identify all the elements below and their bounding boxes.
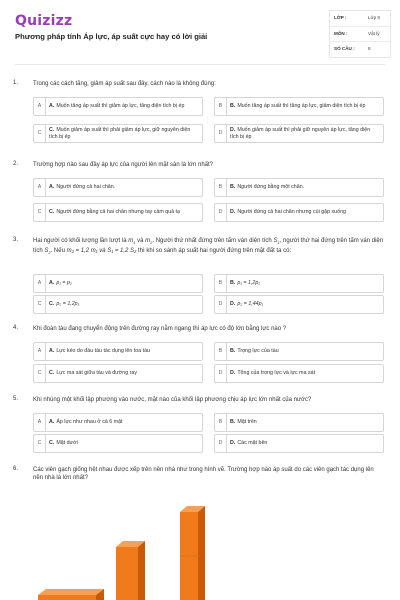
option-box-letter: C: [34, 365, 46, 382]
option-text: Mặt dưới: [56, 440, 78, 447]
brick-2-top: [116, 541, 145, 547]
meta-row-count: [330, 41, 390, 57]
option-box-letter: C: [34, 435, 46, 452]
q3-and: và: [137, 238, 144, 244]
meta-row-subject: [330, 26, 390, 42]
option-d[interactable]: [214, 295, 384, 314]
option-text: Muốn giảm áp suất thì phải giảm áp lực, giữ nguyên diện tích bị ép: [49, 127, 191, 140]
brick-1-side: [96, 589, 104, 600]
option-text: Muốn giảm áp suất thì phải giữ nguyên áp lực, tăng diện tích bị ép: [230, 127, 371, 140]
question-number: 4.: [13, 325, 19, 331]
meta-box: [329, 10, 391, 58]
option-letter: C.: [49, 127, 55, 133]
option-letter: A.: [49, 103, 55, 110]
option-text: p₂ = 1,2p₁: [56, 301, 80, 308]
option-letter: B.: [230, 280, 236, 287]
page-title: Phương pháp tính Áp lực, áp suất cực hay có lời giải: [15, 32, 208, 41]
option-content: [230, 297, 380, 312]
header-divider: [15, 64, 385, 65]
option-text: p₁ = 1,2p₂: [237, 280, 261, 287]
option-box-letter: A: [34, 179, 46, 196]
option-b[interactable]: [214, 274, 384, 293]
option-box-letter: C: [34, 125, 46, 142]
q3-line2a: trên tấm ván diện tích: [33, 238, 384, 255]
option-letter: A.: [49, 184, 55, 191]
meta-label: LỚP :: [334, 15, 347, 20]
option-content: [49, 436, 199, 451]
option-a[interactable]: [33, 342, 203, 361]
option-letter: A.: [49, 348, 55, 355]
option-box-letter: C: [34, 204, 46, 221]
option-c[interactable]: [33, 203, 203, 222]
option-letter: C.: [49, 370, 55, 377]
option-content: [49, 126, 199, 141]
option-box-letter: A: [34, 343, 46, 360]
quizizz-logo: Quizizz: [15, 13, 73, 29]
option-letter: D.: [230, 209, 236, 216]
option-c[interactable]: [33, 434, 203, 453]
option-text: Các mặt bên: [237, 440, 268, 447]
option-content: [230, 276, 380, 291]
option-text: p₂ = 1,44p₁: [237, 301, 264, 308]
question-text: Trường hợp nào sau đây áp lực của người lên mặt sàn là lớn nhất?: [33, 162, 213, 168]
question-number: 3.: [13, 237, 19, 243]
option-content: [49, 415, 199, 430]
option-b[interactable]: [214, 413, 384, 432]
option-text: Lực ma sát giữa tàu và đường ray: [56, 370, 137, 377]
option-d[interactable]: [214, 203, 384, 222]
option-text: Người đứng cả hai chân nhưng cúi gập xuống: [237, 209, 346, 216]
q3-line2b: . Nếu: [50, 248, 65, 255]
option-box-letter: B: [215, 343, 227, 360]
option-text: Mặt trên: [237, 419, 257, 426]
option-letter: B.: [230, 184, 236, 191]
meta-value: 8: [368, 46, 371, 51]
option-box-letter: D: [215, 435, 227, 452]
question-text: Các viên gạch giống hệt nhau được xếp trên nền nhà như trong hình vẽ. Trường hợp nào áp suất do các viên gạch tác dụng lên nền nhà là lớn nhất?: [33, 467, 374, 481]
option-letter: D.: [230, 301, 236, 308]
option-d[interactable]: [214, 364, 384, 383]
option-text: Người đứng bằng cả hai chân nhưng tay cầm quả tạ: [56, 209, 180, 216]
brick-3-front: [180, 512, 198, 600]
option-box-letter: B: [215, 275, 227, 292]
option-box-letter: A: [34, 98, 46, 115]
q3-rest1: . Người thứ nhất đứng trên tấm ván diện tích: [152, 238, 272, 244]
brick-2-side: [138, 541, 145, 600]
brick-1-front: [38, 595, 96, 600]
option-a[interactable]: [33, 97, 203, 116]
q3-condition: m₂ = 1,2 m₁ và S₁ = 1,2 S₂: [66, 248, 137, 255]
option-box-letter: D: [215, 296, 227, 313]
question-number: 6.: [13, 466, 19, 472]
q3-line2c: thì khi so sánh áp suất hai người đứng trên mặt đất ta: [138, 248, 282, 255]
question-text: Trong các cách tăng, giảm áp suất sau đây, cách nào là không đúng:: [33, 81, 216, 87]
option-d[interactable]: [214, 124, 384, 143]
meta-label: MÔN :: [334, 31, 348, 36]
brick-1-top: [38, 589, 104, 595]
option-b[interactable]: [214, 97, 384, 116]
option-text: Người đứng cả hai chân.: [56, 184, 116, 191]
meta-label: SỐ CÂU :: [334, 46, 355, 51]
option-box-letter: D: [215, 125, 227, 142]
option-d[interactable]: [214, 434, 384, 453]
option-b[interactable]: [214, 178, 384, 197]
question-number: 5.: [13, 396, 19, 402]
brick-3-top: [180, 506, 205, 512]
symbol-S2: $S_2$: [44, 248, 51, 256]
symbol-S1: $S_1$: [273, 238, 280, 246]
option-letter: D.: [230, 370, 236, 377]
q3-rest2: , người thứ hai đứng: [279, 238, 336, 244]
option-content: [230, 436, 380, 451]
option-text: Tổng của trọng lực và lực ma sát: [237, 370, 316, 377]
option-letter: C.: [49, 209, 55, 216]
option-box-letter: A: [34, 414, 46, 431]
option-c[interactable]: [33, 364, 203, 383]
option-c[interactable]: [33, 124, 203, 143]
option-content: [230, 344, 380, 359]
option-text: Muốn tăng áp suất thì tăng áp lực, giảm diện tích bị ép: [237, 103, 366, 110]
symbol-m1: $m_1$: [128, 238, 136, 246]
meta-row-class: [330, 11, 390, 26]
option-content: [230, 126, 380, 141]
option-content: [49, 180, 199, 195]
option-content: [49, 99, 199, 114]
option-letter: B.: [230, 419, 236, 426]
option-box-letter: B: [215, 414, 227, 431]
option-letter: C.: [49, 301, 55, 308]
option-box-letter: A: [34, 275, 46, 292]
question-number: 1.: [13, 80, 19, 86]
option-text: Muốn tăng áp suất thì giảm áp lực, tăng diện tích bị ép: [56, 103, 185, 110]
option-text: Lực kéo do đầu tàu tác dụng lên toa tàu: [56, 348, 150, 355]
option-content: [230, 180, 380, 195]
meta-value: Vật lý: [368, 31, 380, 36]
option-letter: A.: [49, 280, 55, 287]
q3-line3: có:: [283, 248, 292, 255]
question-text: Khi đoàn tàu đang chuyển động trên đường ray nằm ngang thì áp lực có độ lớn bằng lực nào ?: [33, 326, 287, 332]
brick-2-front: [116, 547, 138, 600]
q3-line1: Hai người có khối lượng lần lượt là: [33, 238, 127, 244]
option-a[interactable]: [33, 413, 203, 432]
option-content: [49, 366, 199, 381]
option-letter: C.: [49, 440, 55, 447]
question-text: Khi nhúng một khối lập phương vào nước, mặt nào của khối lập phương chịu áp lực lớn nhất của nước?: [33, 397, 312, 403]
option-letter: B.: [230, 103, 236, 110]
option-box-letter: B: [215, 179, 227, 196]
option-text: p₁ = p₂: [56, 280, 72, 287]
meta-value: Lớp 8: [368, 15, 380, 20]
option-content: [230, 415, 380, 430]
option-a[interactable]: [33, 178, 203, 197]
option-content: [49, 297, 199, 312]
option-a[interactable]: [33, 274, 203, 293]
option-letter: D.: [230, 440, 236, 447]
option-content: [49, 344, 199, 359]
option-content: [230, 99, 380, 114]
option-content: [230, 205, 380, 220]
symbol-m2: $m_2$: [145, 238, 153, 246]
brick-3-side: [198, 506, 205, 600]
option-b[interactable]: [214, 342, 384, 361]
question-number: 2.: [13, 161, 19, 167]
option-content: [49, 205, 199, 220]
option-text: Người đứng bằng một chân.: [237, 184, 305, 191]
option-letter: A.: [49, 419, 55, 426]
question-text: [33, 237, 385, 257]
option-box-letter: C: [34, 296, 46, 313]
option-letter: D.: [230, 127, 236, 133]
option-c[interactable]: [33, 295, 203, 314]
option-text: Áp lực như nhau ở cả 6 mặt: [56, 419, 123, 426]
option-content: [230, 366, 380, 381]
option-box-letter: D: [215, 365, 227, 382]
option-box-letter: D: [215, 204, 227, 221]
option-letter: B.: [230, 348, 236, 355]
option-content: [49, 276, 199, 291]
option-box-letter: B: [215, 98, 227, 115]
option-text: Trọng lực của tàu: [237, 348, 279, 355]
worksheet-header: [0, 0, 400, 68]
